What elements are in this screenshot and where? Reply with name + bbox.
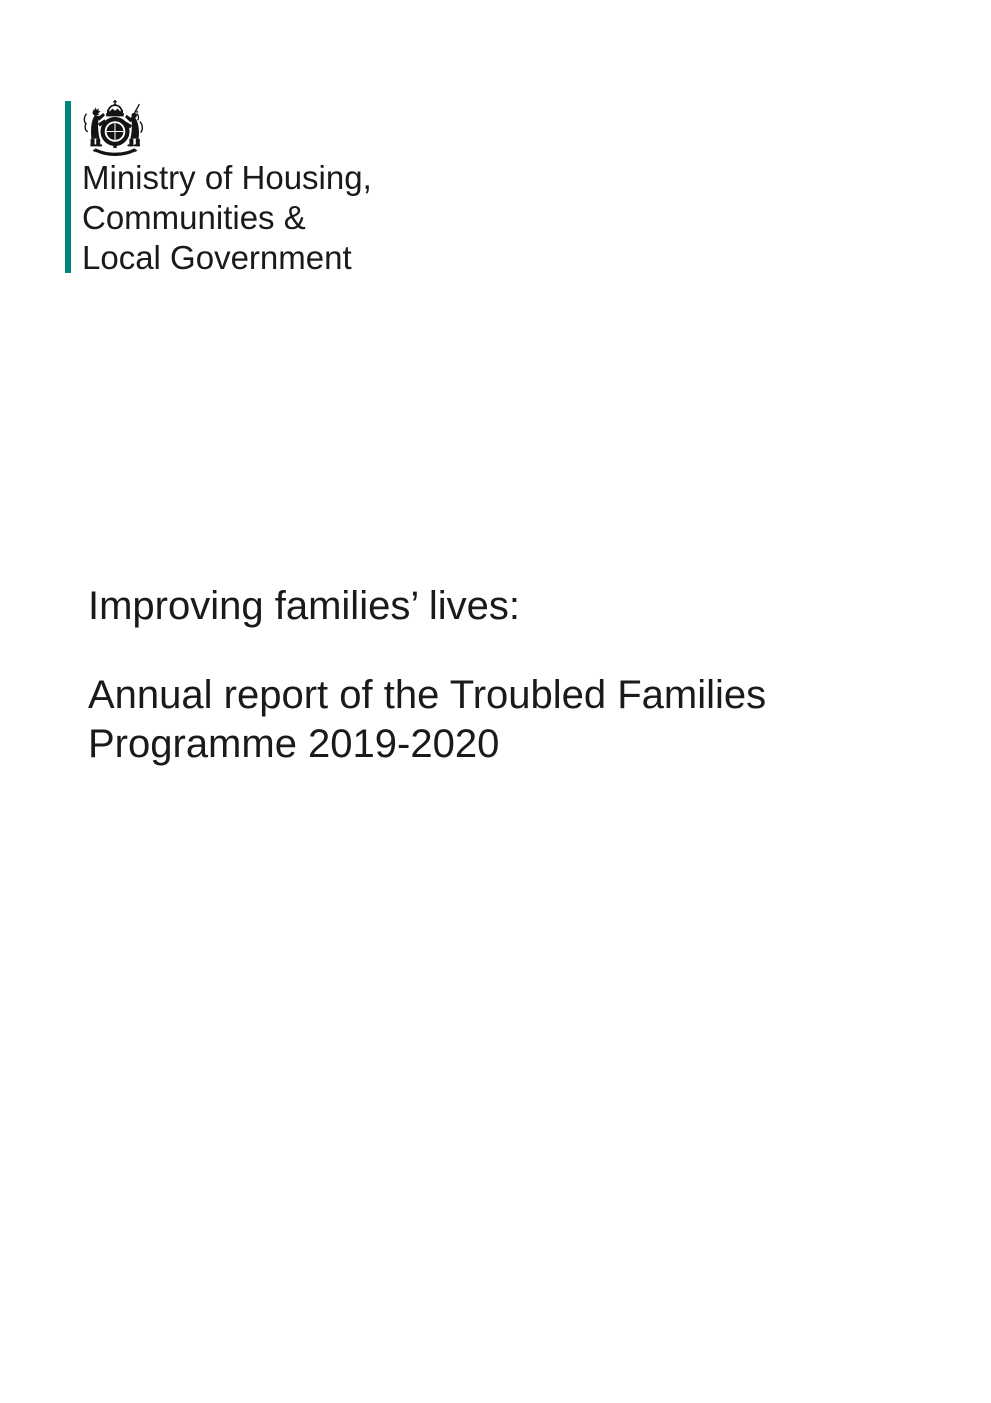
- department-name-line-1: Ministry of Housing,: [82, 159, 372, 196]
- department-name: [82, 158, 372, 278]
- cover-subtitle: Annual report of the Troubled Families Programme 2019-2020: [88, 673, 767, 766]
- department-name-line-2: Communities &: [82, 199, 306, 236]
- royal-coat-of-arms-icon: [83, 100, 147, 157]
- department-name-line-3: Local Government: [82, 239, 352, 276]
- cover-title: Improving families’ lives:: [88, 584, 520, 628]
- logo-accent-bar: [65, 101, 71, 273]
